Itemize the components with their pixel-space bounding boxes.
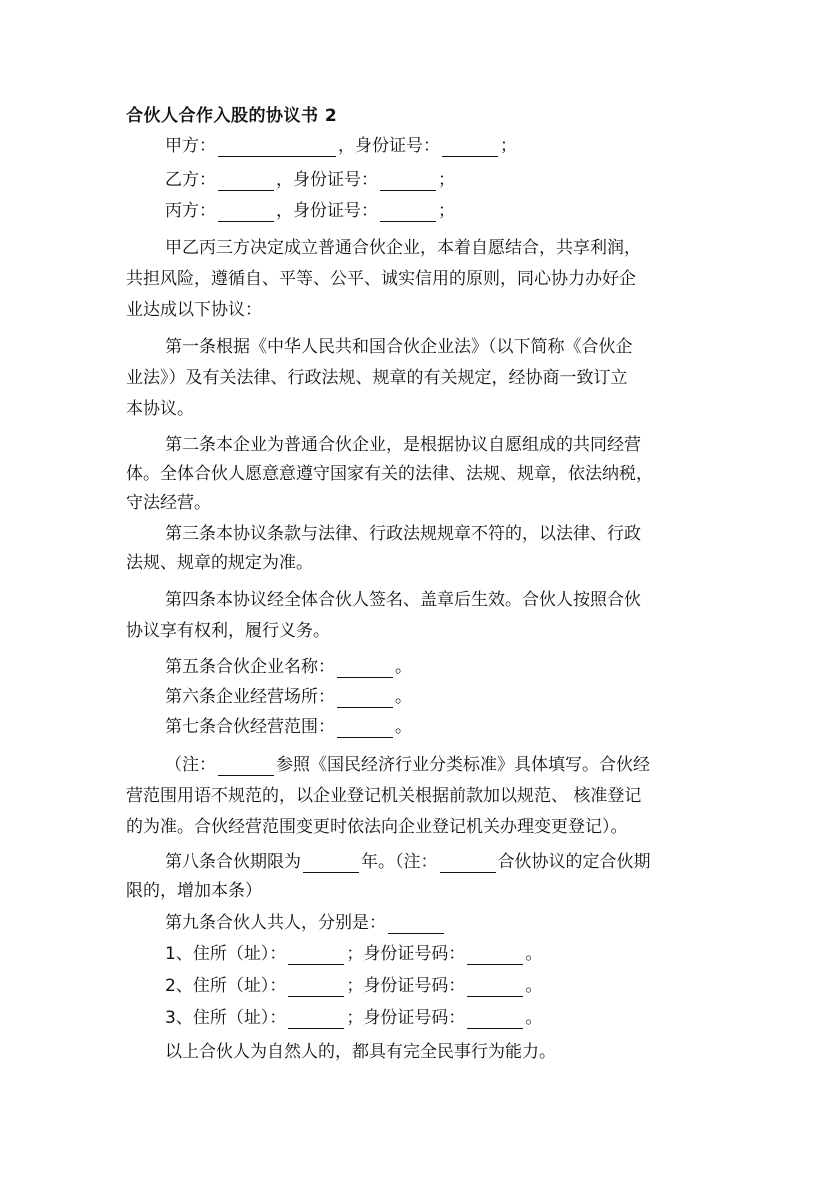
- article-8-line: 限的，增加本条）: [126, 881, 262, 901]
- article-3-line: 第三条本协议条款与法律、行政法规规章不符的，以法律、行政: [165, 524, 641, 544]
- paragraph-line: 共担风险，遵循自、平等、公平、诚实信用的原则，同心协力办好企: [126, 269, 636, 289]
- paragraph-line: 甲乙丙三方决定成立普通合伙企业，本着自愿结合，共享利润，: [165, 238, 641, 258]
- party-jia-label: 甲方：: [165, 136, 216, 156]
- id-label: ，身份证号：: [276, 170, 378, 190]
- party-bing-name-blank[interactable]: [218, 203, 274, 222]
- party-bing-line: [165, 200, 455, 222]
- id-code-label: ；身份证号码：: [346, 944, 466, 964]
- residence-blank[interactable]: [288, 978, 344, 997]
- id-code-label: ；身份证号码：: [346, 976, 466, 996]
- residence-blank[interactable]: [288, 1010, 344, 1029]
- article-6-line: [165, 686, 412, 708]
- partner-number: 2: [165, 976, 176, 996]
- article-3-line: 法规、规章的规定为准。: [126, 553, 313, 573]
- line-end: ；: [500, 136, 517, 156]
- period: 。: [395, 657, 412, 677]
- article-1-line: 本协议。: [126, 399, 194, 419]
- article-2-line: 第二条本企业为普通合伙企业，是根据协议自愿组成的共同经营: [165, 435, 641, 455]
- note-line: 营范围用语不规范的，以企业登记机关根据前款加以规范、 核准登记: [126, 786, 642, 806]
- article-7-label: 第七条合伙经营范围：: [165, 717, 335, 737]
- article-1-line: 第一条根据《中华人民共和国合伙企业法》（以下简称《合伙企: [165, 337, 633, 357]
- article-8-text: 年。（注：: [361, 852, 438, 872]
- business-place-blank[interactable]: [337, 689, 393, 708]
- party-jia-name-blank[interactable]: [218, 138, 336, 157]
- party-yi-name-blank[interactable]: [218, 172, 274, 191]
- note-line: [165, 754, 650, 776]
- article-9-label: 第九条合伙人共人，分别是：: [165, 913, 386, 933]
- term-blank[interactable]: [303, 854, 359, 873]
- partner-row: [165, 975, 542, 997]
- article-4-line: 第四条本协议经全体合伙人签名、盖章后生效。合伙人按照合伙: [165, 590, 641, 610]
- note-text: 参照《国民经济行业分类标准》具体填写。合伙经: [276, 755, 650, 775]
- party-yi-id-blank[interactable]: [380, 172, 436, 191]
- note-blank[interactable]: [218, 757, 274, 776]
- term-note-blank[interactable]: [440, 854, 496, 873]
- period: 。: [525, 1008, 543, 1028]
- period: 。: [525, 976, 543, 996]
- party-bing-id-blank[interactable]: [380, 203, 436, 222]
- partner-row: [165, 1007, 542, 1029]
- residence-label: 、住所（址）：: [175, 976, 287, 996]
- partner-row: [165, 943, 542, 965]
- residence-blank[interactable]: [288, 946, 344, 965]
- note-line: 的为准。合伙经营范围变更时依法向企业登记机关办理变更登记）。: [126, 817, 628, 837]
- residence-label: 、住所（址）：: [175, 1008, 287, 1028]
- party-yi-label: 乙方：: [165, 170, 216, 190]
- party-yi-line: [165, 169, 455, 191]
- id-code-blank[interactable]: [467, 946, 523, 965]
- document-title: 合伙人合作入股的协议书 2: [126, 106, 338, 126]
- party-bing-label: 丙方：: [165, 201, 216, 221]
- article-8-label: 第八条合伙期限为: [165, 852, 301, 872]
- partner-number: 1: [165, 944, 176, 964]
- enterprise-name-blank[interactable]: [337, 659, 393, 678]
- partner-number: 3: [165, 1008, 176, 1028]
- article-8-text: 合伙协议的定合伙期: [497, 852, 651, 872]
- id-label: ，身份证号：: [338, 136, 440, 156]
- period: 。: [395, 717, 412, 737]
- article-1-line: 业法》）及有关法律、行政法规、规章的有关规定，经协商一致订立: [126, 368, 628, 388]
- id-code-blank[interactable]: [467, 978, 523, 997]
- id-code-blank[interactable]: [467, 1010, 523, 1029]
- line-end: ；: [438, 170, 455, 190]
- partner-count-blank[interactable]: [388, 915, 444, 934]
- period: 。: [395, 687, 412, 707]
- party-jia-line: [165, 135, 517, 157]
- article-5-line: [165, 656, 412, 678]
- article-5-label: 第五条合伙企业名称：: [165, 657, 335, 677]
- paragraph-line: 业达成以下协议：: [126, 300, 262, 320]
- final-statement: 以上合伙人为自然人的，都具有完全民事行为能力。: [165, 1042, 556, 1062]
- id-label: ，身份证号：: [276, 201, 378, 221]
- article-9-line: [165, 912, 446, 934]
- period: 。: [525, 944, 543, 964]
- article-2-line: 体。全体合伙人愿意意遵守国家有关的法律、法规、规章，依法纳税，: [126, 464, 653, 484]
- note-open: （注：: [165, 755, 216, 775]
- article-8-line: [165, 851, 651, 873]
- line-end: ；: [438, 201, 455, 221]
- id-code-label: ；身份证号码：: [346, 1008, 466, 1028]
- article-6-label: 第六条企业经营场所：: [165, 687, 335, 707]
- article-2-line: 守法经营。: [126, 493, 211, 513]
- article-7-line: [165, 716, 412, 738]
- business-scope-blank[interactable]: [337, 719, 393, 738]
- residence-label: 、住所（址）：: [175, 944, 287, 964]
- party-jia-id-blank[interactable]: [442, 138, 498, 157]
- article-4-line: 协议享有权利，履行义务。: [126, 621, 330, 641]
